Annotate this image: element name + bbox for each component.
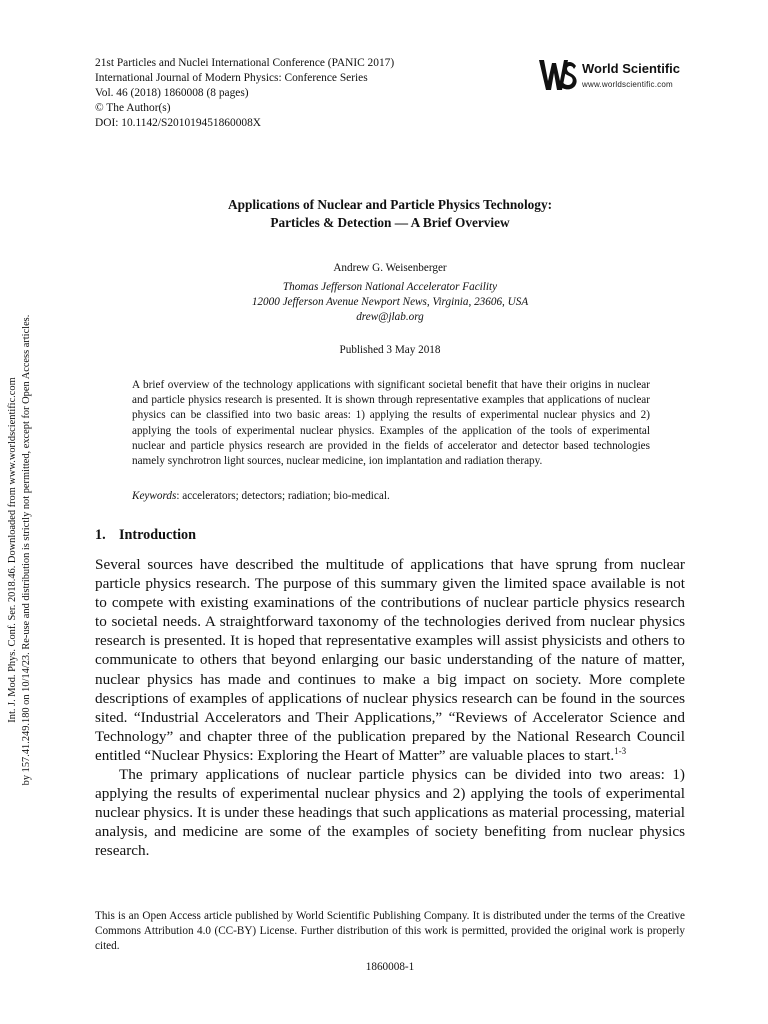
author-affiliation: [95, 280, 685, 325]
world-scientific-logo-icon: [538, 57, 578, 93]
paper-title-line-2: Particles & Detection — A Brief Overview: [270, 215, 510, 230]
open-access-footnote: This is an Open Access article published by World Scientific Publishing Company. It is distributed under the terms of the Creative Commons Attribution 4.0 (CC-BY) License. Further distribution of this work is permitted, provided the original work is properly cited.: [95, 910, 685, 953]
paragraph: [95, 555, 685, 765]
copyright-line: © The Author(s): [95, 102, 171, 114]
page-number: 1860008-1: [365, 961, 415, 973]
author-email: drew@jlab.org: [356, 311, 424, 323]
paragraph-text: Several sources have described the multitude of applications that have sprung from nuclear particle physics research. The purpose of this summary given the limited space available is not to compete with existing examinations of the contributions of nuclear particle physics research to societal needs. A straightforward taxonomy of the technologies derived from nuclear physics research is presented. It is hoped that representative examples will assist physicists and others to communicate to others that beyond enlarging our basic understanding of the nature of matter, nuclear physics has made and continues to make a big impact on society. More complete descriptions of examples of applications of nuclear physics research can be found in the sources sited. “Industrial Accelerators and Their Applications,” “Reviews of Accelerator Science and Technology” and chapter three of the publication prepared by the National Research Council entitled “Nuclear Physics: Exploring the Heart of Matter” are valuable places to start.: [95, 556, 685, 764]
download-notice: [6, 240, 46, 860]
author-name: Andrew G. Weisenberger: [333, 262, 447, 274]
conference-name: 21st Particles and Nuclei International Conference (PANIC 2017): [95, 57, 395, 69]
affiliation-institution: Thomas Jefferson National Accelerator Facility: [282, 281, 498, 293]
publisher-name: World Scientific: [582, 61, 680, 76]
paper-title: [95, 196, 685, 232]
publisher-logo: [538, 57, 698, 95]
affiliation-address: 12000 Jefferson Avenue Newport News, Virginia, 23606, USA: [251, 296, 529, 308]
journal-header: [95, 56, 394, 131]
paragraph: The primary applications of nuclear particle physics can be divided into two areas: 1) applying the results of experimental nuclear physics and 2) applying the tools of experimental nuclear physics. It is under these headings that such applications as material processing, material analysis, and medicine are some of the examples of society benefiting from nuclear physics research.: [95, 766, 685, 860]
doi-line: DOI: 10.1142/S201019451860008X: [95, 117, 262, 129]
download-notice-line-1: Int. J. Mod. Phys. Conf. Ser. 2018.46. Downloaded from www.worldscientific.com: [7, 377, 18, 723]
keywords-list: : accelerators; detectors; radiation; bio-medical.: [176, 490, 390, 502]
publisher-url: www.worldscientific.com: [582, 80, 673, 89]
keywords: [132, 490, 650, 502]
volume-info: Vol. 46 (2018) 1860008 (8 pages): [95, 87, 249, 99]
journal-name: International Journal of Modern Physics: Conference Series: [95, 72, 368, 84]
abstract: A brief overview of the technology applications with significant societal benefit that have their origins in nuclear and particle physics research is presented. It is shown through representative examples that applications of nuclear physics can be classified into two basic areas: 1) applying the results of experimental nuclear physics and 2) applying the tools of experimental nuclear physics. Examples of the application of the tools of experimental nuclear and particle physics research are provided in the fields of accelerator and detector based technologies namely synchrotron light sources, nuclear medicine, ion implantation and radiation therapy.: [132, 379, 650, 468]
section-number: 1.: [95, 527, 106, 543]
citation-reference: 1-3: [614, 745, 627, 756]
section-title: Introduction: [119, 527, 196, 543]
body-text: [95, 555, 685, 861]
keywords-label: Keywords: [132, 490, 177, 502]
paper-title-line-1: Applications of Nuclear and Particle Physics Technology:: [227, 197, 553, 212]
publication-date: Published 3 May 2018: [339, 344, 441, 356]
download-notice-line-2: by 157.41.249.180 on 10/14/23. Re-use and distribution is strictly not permitted, except for Open Access articles.: [21, 314, 32, 786]
section-heading: [95, 527, 196, 544]
